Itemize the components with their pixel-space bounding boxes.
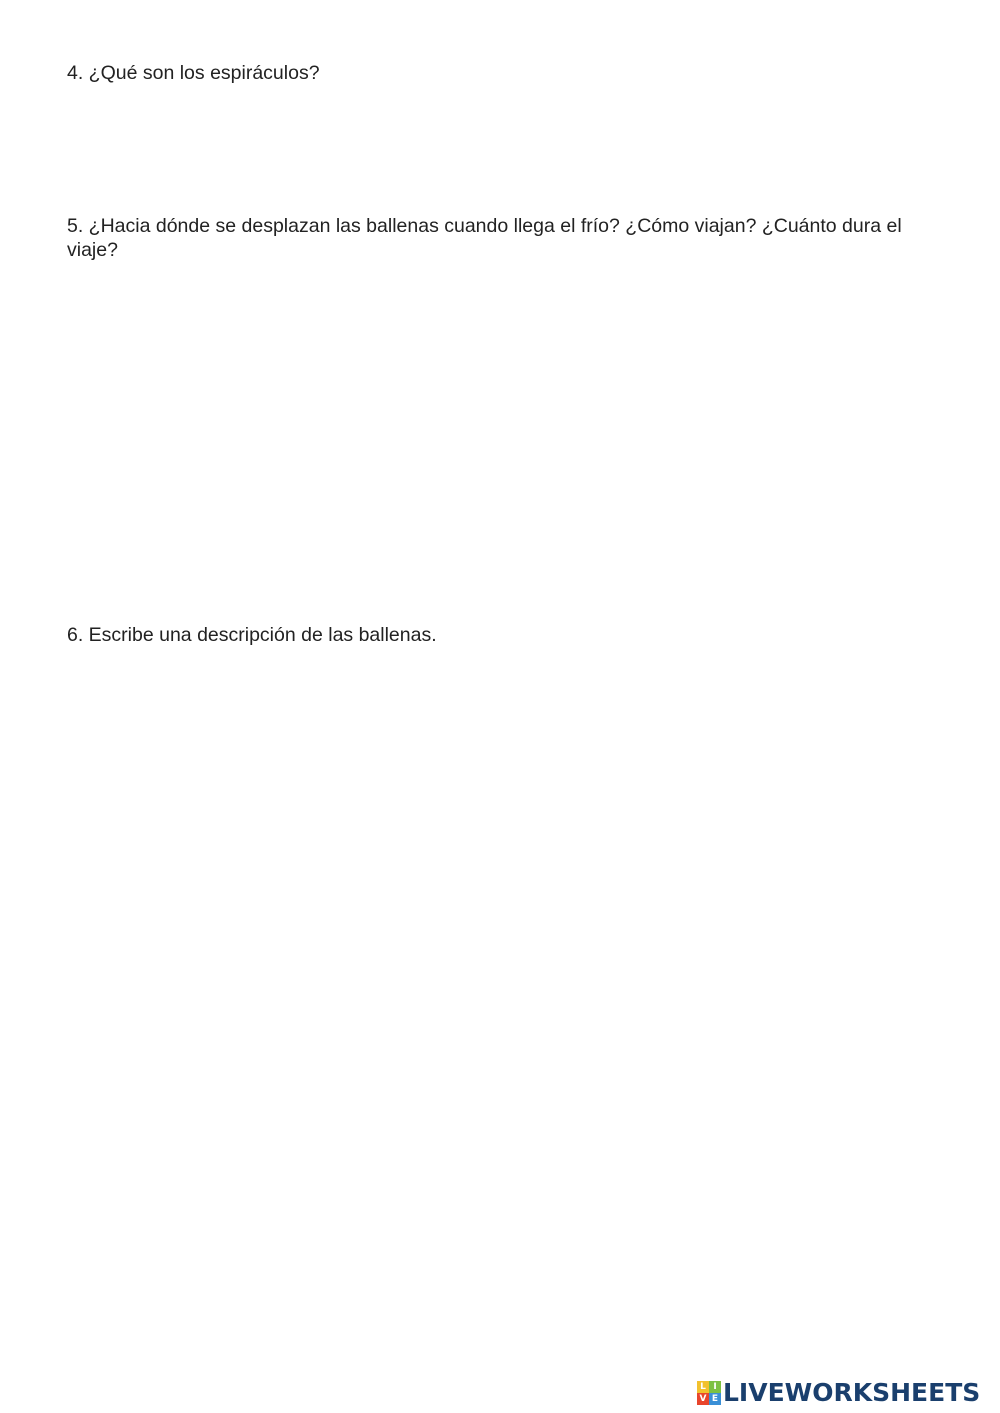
question-5: 5. ¿Hacia dónde se desplazan las ballenas cuando llega el frío? ¿Cómo viajan? ¿Cuánto dura el viaje? (67, 215, 902, 261)
logo-mark-letter-l: L (697, 1381, 709, 1393)
answer-area-5[interactable] (67, 268, 937, 608)
logo-mark-letter-i: I (709, 1381, 721, 1393)
logo-mark-letter-v: V (697, 1393, 709, 1405)
liveworksheets-logo (697, 1378, 980, 1408)
liveworksheets-logo-icon (697, 1381, 721, 1405)
question-6: 6. Escribe una descripción de las ballenas. (67, 624, 437, 646)
answer-area-4[interactable] (67, 92, 937, 202)
question-4: 4. ¿Qué son los espiráculos? (67, 62, 320, 84)
logo-text: LIVEWORKSHEETS (723, 1378, 981, 1407)
answer-area-6[interactable] (67, 654, 937, 1334)
logo-mark-letter-e: E (709, 1393, 721, 1405)
